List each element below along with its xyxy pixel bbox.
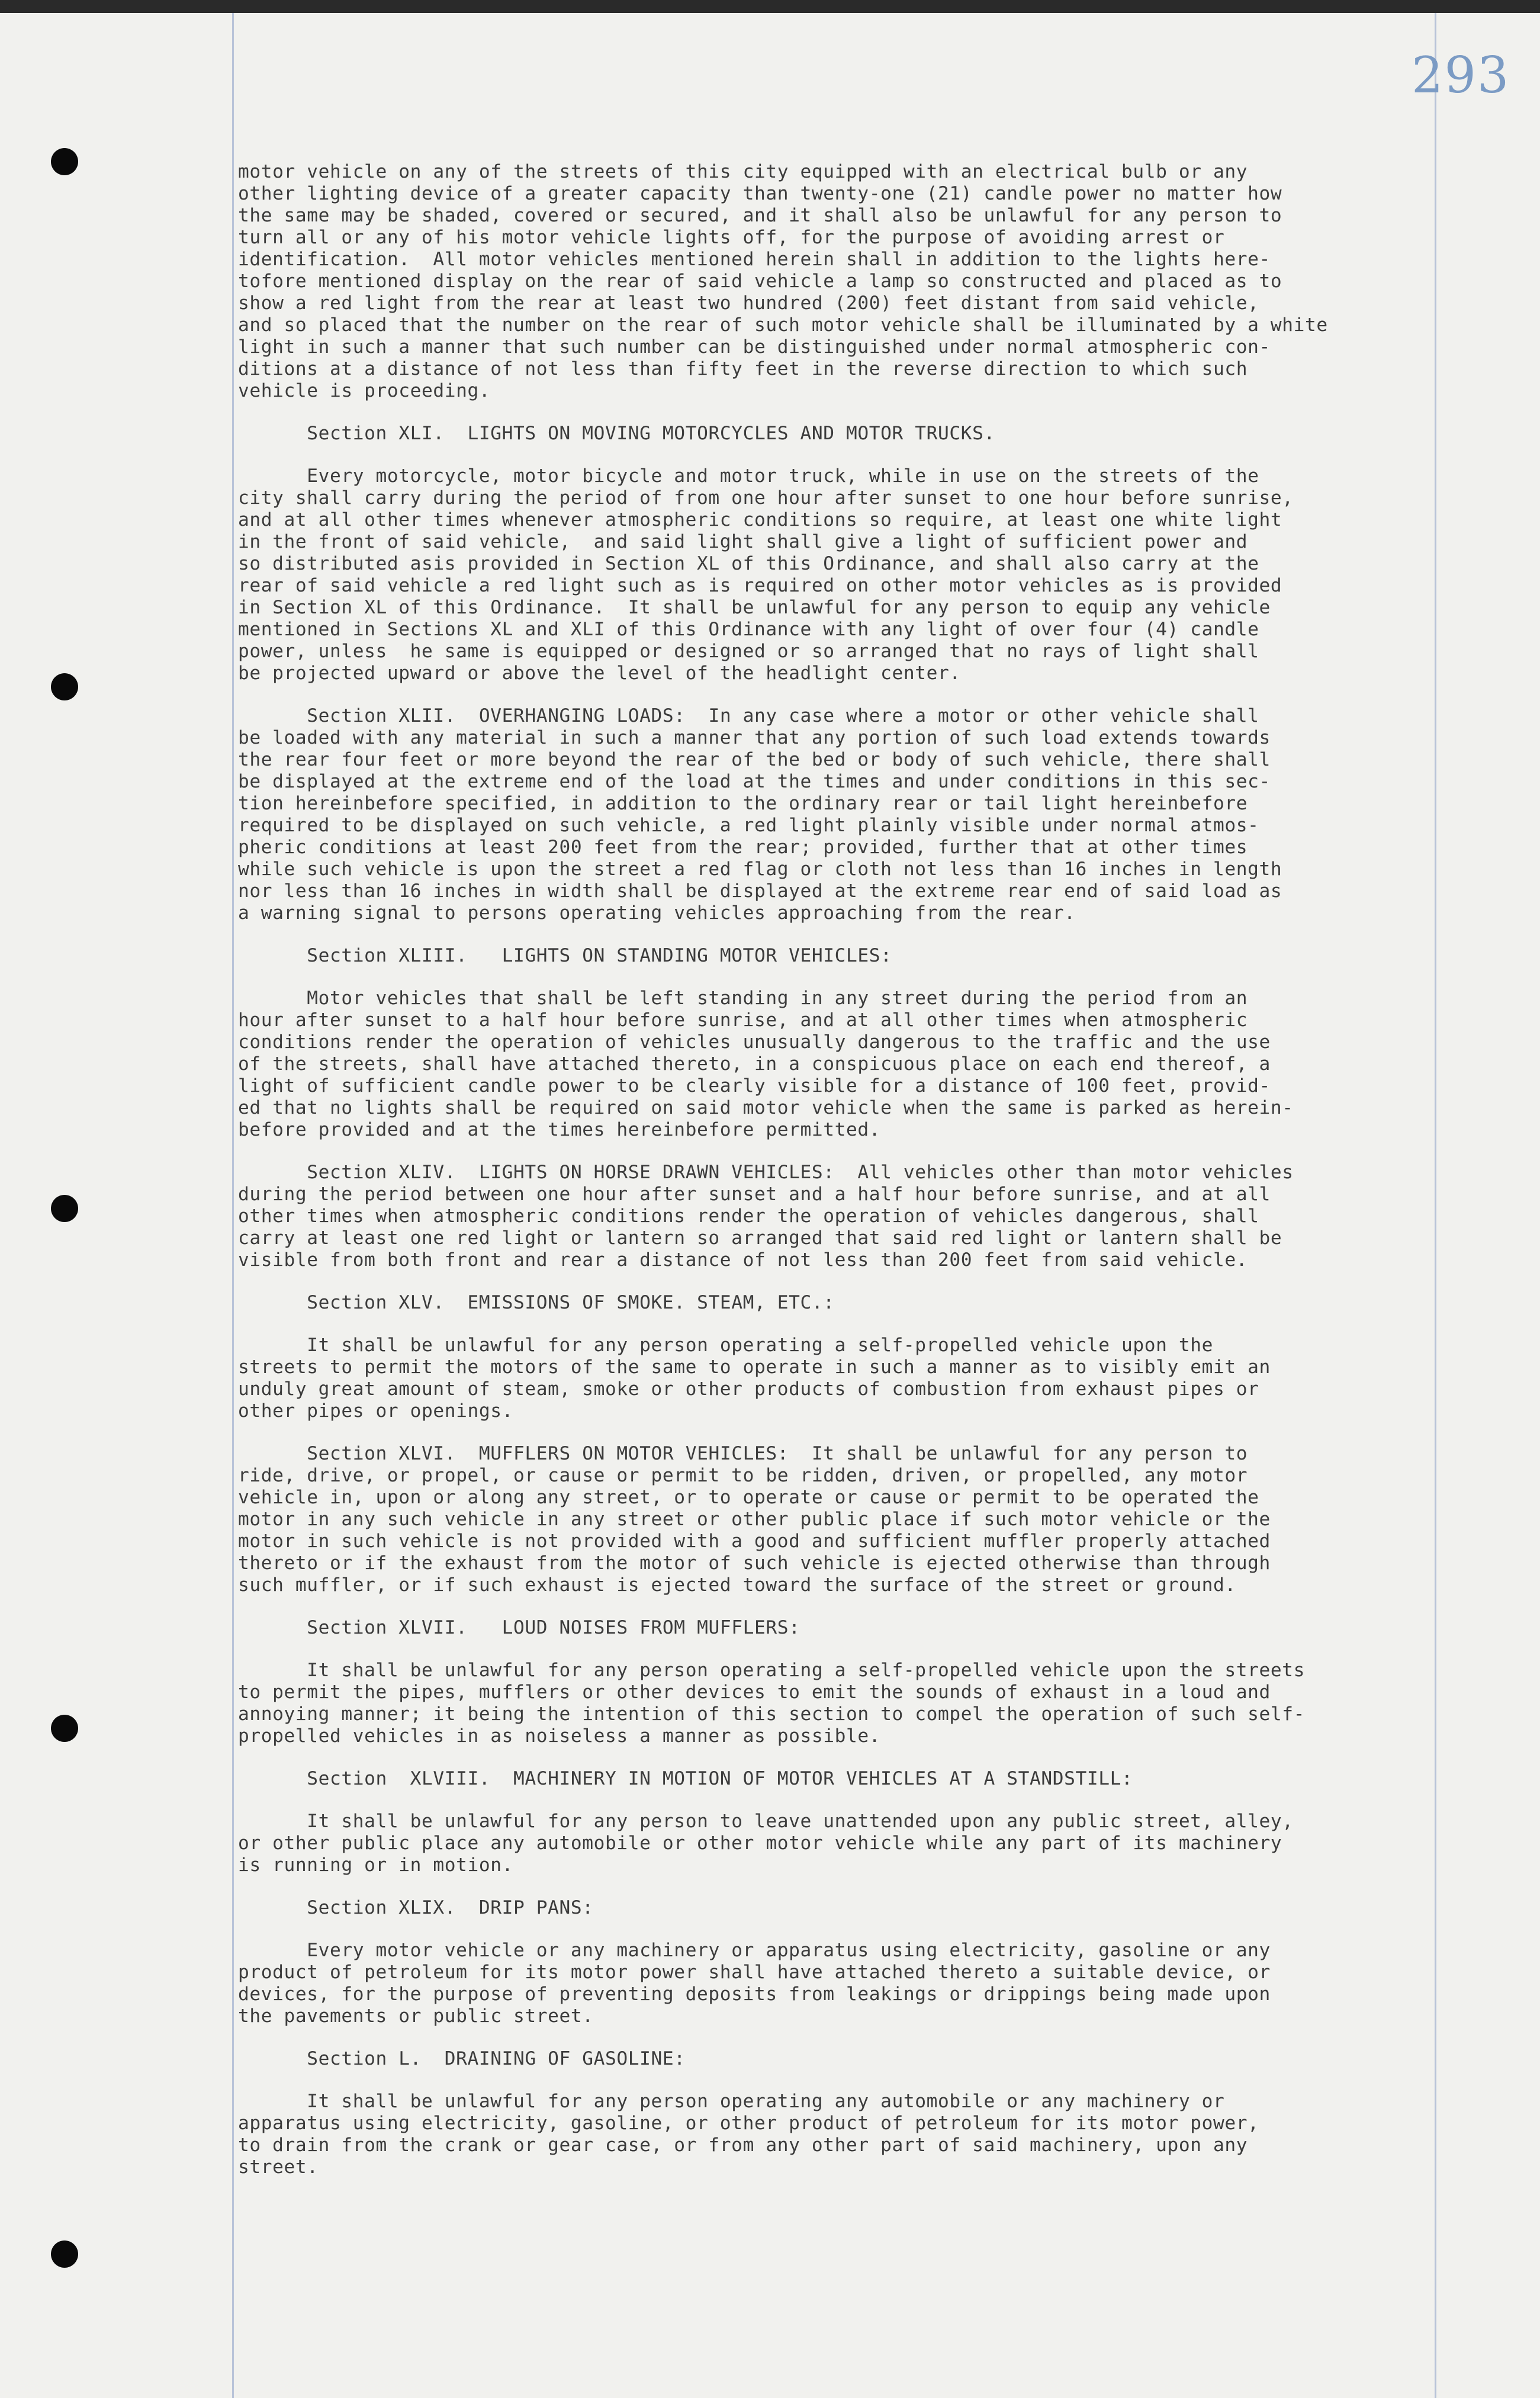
binder-hole: [51, 148, 78, 175]
section-heading: Section XLVII. LOUD NOISES FROM MUFFLERS:: [238, 1617, 800, 1638]
section-heading: Section XLI. LIGHTS ON MOVING MOTORCYCLES AND MOTOR TRUCKS.: [238, 423, 995, 444]
binder-hole: [51, 1715, 78, 1742]
paragraph: Motor vehicles that shall be left standing in any street during the period from an hour after sunset to a half hour before sunrise, and at all other times when atmospheric conditions render the operation of vehicles unusually dangerous to the traffic and the use of the streets, shall have attached thereto, in a conspicuous place on each end thereof, a light of sufficient candle power to be clearly visible for a distance of 100 feet, provid- ed that no lights shall be required on said motor vehicle when the same is parked as herein- before provided and at the times hereinbefore permitted.: [238, 988, 1294, 1140]
paragraph: motor vehicle on any of the streets of this city equipped with an electrical bulb or any other lighting device of a greater capacity than twenty-one (21) candle power no matter how the same may be shaded, covered or secured, and it shall also be unlawful for any person to turn all or any of his motor vehicle lights off, for the purpose of avoiding arrest or identification. All motor vehicles mentioned herein shall in addition to the lights here- tofore mentioned display on the rear of said vehicle a lamp so constructed and placed as to show a red light from the rear at least two hundred (200) feet distant from said vehicle, and so placed that the number on the rear of such motor vehicle shall be illuminated by a white light in such a manner that such number can be distinguished under normal atmospheric con- ditions at a distance of not less than fifty feet in the reverse direction to which such vehicle is proceeding.: [238, 161, 1328, 401]
paragraph: It shall be unlawful for any person operating any automobile or any machinery or apparatus using electricity, gasoline, or other product of petroleum for its motor power, to drain from the crank or gear case, or from any other part of said machinery, upon any street.: [238, 2091, 1259, 2178]
paragraph: Section XLIV. LIGHTS ON HORSE DRAWN VEHICLES: All vehicles other than motor vehicles during the period between one hour after sunset and a half hour before sunrise, and at all other times when atmospheric conditions render the operation of vehicles dangerous, shall carry at least one red light or lantern so arranged that said red light or lantern shall be visible from both front and rear a distance of not less than 200 feet from said vehicle.: [238, 1162, 1294, 1271]
document-page: [0, 13, 1540, 2398]
paragraph: Every motorcycle, motor bicycle and motor truck, while in use on the streets of the city shall carry during the period of from one hour after sunset to one hour before sunrise, and at all other times whenever atmospheric conditions so require, at least one white light in the front of said vehicle, and said light shall give a light of sufficient power and so distributed asis provided in Section XL of this Ordinance, and shall also carry at the rear of said vehicle a red light such as is required on other motor vehicles as is provided in Section XL of this Ordinance. It shall be unlawful for any person to equip any vehicle mentioned in Sections XL and XLI of this Ordinance with any light of over four (4) candle power, unless he same is equipped or designed or so arranged that no rays of light shall be projected upward or above the level of the headlight center.: [238, 465, 1294, 684]
left-margin-rule: [232, 13, 234, 2398]
paragraph: Every motor vehicle or any machinery or apparatus using electricity, gasoline or any product of petroleum for its motor power shall have attached thereto a suitable device, or devices, for the purpose of preventing deposits from leakings or drippings being made upon the pavements or public street.: [238, 1940, 1271, 2027]
section-heading: Section XLVIII. MACHINERY IN MOTION OF MOTOR VEHICLES AT A STANDSTILL:: [238, 1768, 1133, 1789]
section-heading: Section L. DRAINING OF GASOLINE:: [238, 2048, 686, 2069]
page-number: 293: [1412, 46, 1510, 104]
binder-hole: [51, 1195, 78, 1222]
binder-hole: [51, 2241, 78, 2268]
paragraph: It shall be unlawful for any person to leave unattended upon any public street, alley, or other public place any automobile or other motor vehicle while any part of its machinery is running or in motion.: [238, 1811, 1294, 1876]
binder-hole: [51, 673, 78, 700]
paragraph: It shall be unlawful for any person operating a self-propelled vehicle upon the streets to permit the pipes, mufflers or other devices to emit the sounds of exhaust in a loud and annoying manner; it being the intention of this section to compel the operation of such self- propelled vehicles in as noiseless a manner as possible.: [238, 1660, 1306, 1747]
section-heading: Section XLV. EMISSIONS OF SMOKE. STEAM, ETC.:: [238, 1292, 835, 1313]
section-heading: Section XLIX. DRIP PANS:: [238, 1897, 594, 1918]
paragraph: Section XLII. OVERHANGING LOADS: In any case where a motor or other vehicle shall be loaded with any material in such a manner that any portion of such load extends towards the rear four feet or more beyond the rear of the bed or body of such vehicle, there shall be displayed at the extreme end of the load at the times and under conditions in this sec- tion hereinbefore specified, in addition to the ordinary rear or tail light hereinbefore required to be displayed on such vehicle, a red light plainly visible under normal atmos- pheric conditions at least 200 feet from the rear; provided, further that at other times while such vehicle is upon the street a red flag or cloth not less than 16 inches in length nor less than 16 inches in width shall be displayed at the extreme rear end of said load as a warning signal to persons operating vehicles approaching from the rear.: [238, 705, 1282, 924]
paragraph: Section XLVI. MUFFLERS ON MOTOR VEHICLES: It shall be unlawful for any person to ride, drive, or propel, or cause or permit to be ridden, driven, or propelled, any motor vehicle in, upon or along any street, or to operate or cause or permit to be operated the motor in any such vehicle in any street or other public place if such motor vehicle or the motor in such vehicle is not provided with a good and sufficient muffler properly attached thereto or if the exhaust from the motor of such vehicle is ejected otherwise than through such muffler, or if such exhaust is ejected toward the surface of the street or ground.: [238, 1443, 1271, 1596]
section-heading: Section XLIII. LIGHTS ON STANDING MOTOR VEHICLES:: [238, 945, 892, 966]
paragraph: It shall be unlawful for any person operating a self-propelled vehicle upon the streets to permit the motors of the same to operate in such a manner as to visibly emit an unduly great amount of steam, smoke or other products of combustion from exhaust pipes or other pipes or openings.: [238, 1335, 1271, 1422]
ordinance-text: [238, 161, 1446, 2199]
